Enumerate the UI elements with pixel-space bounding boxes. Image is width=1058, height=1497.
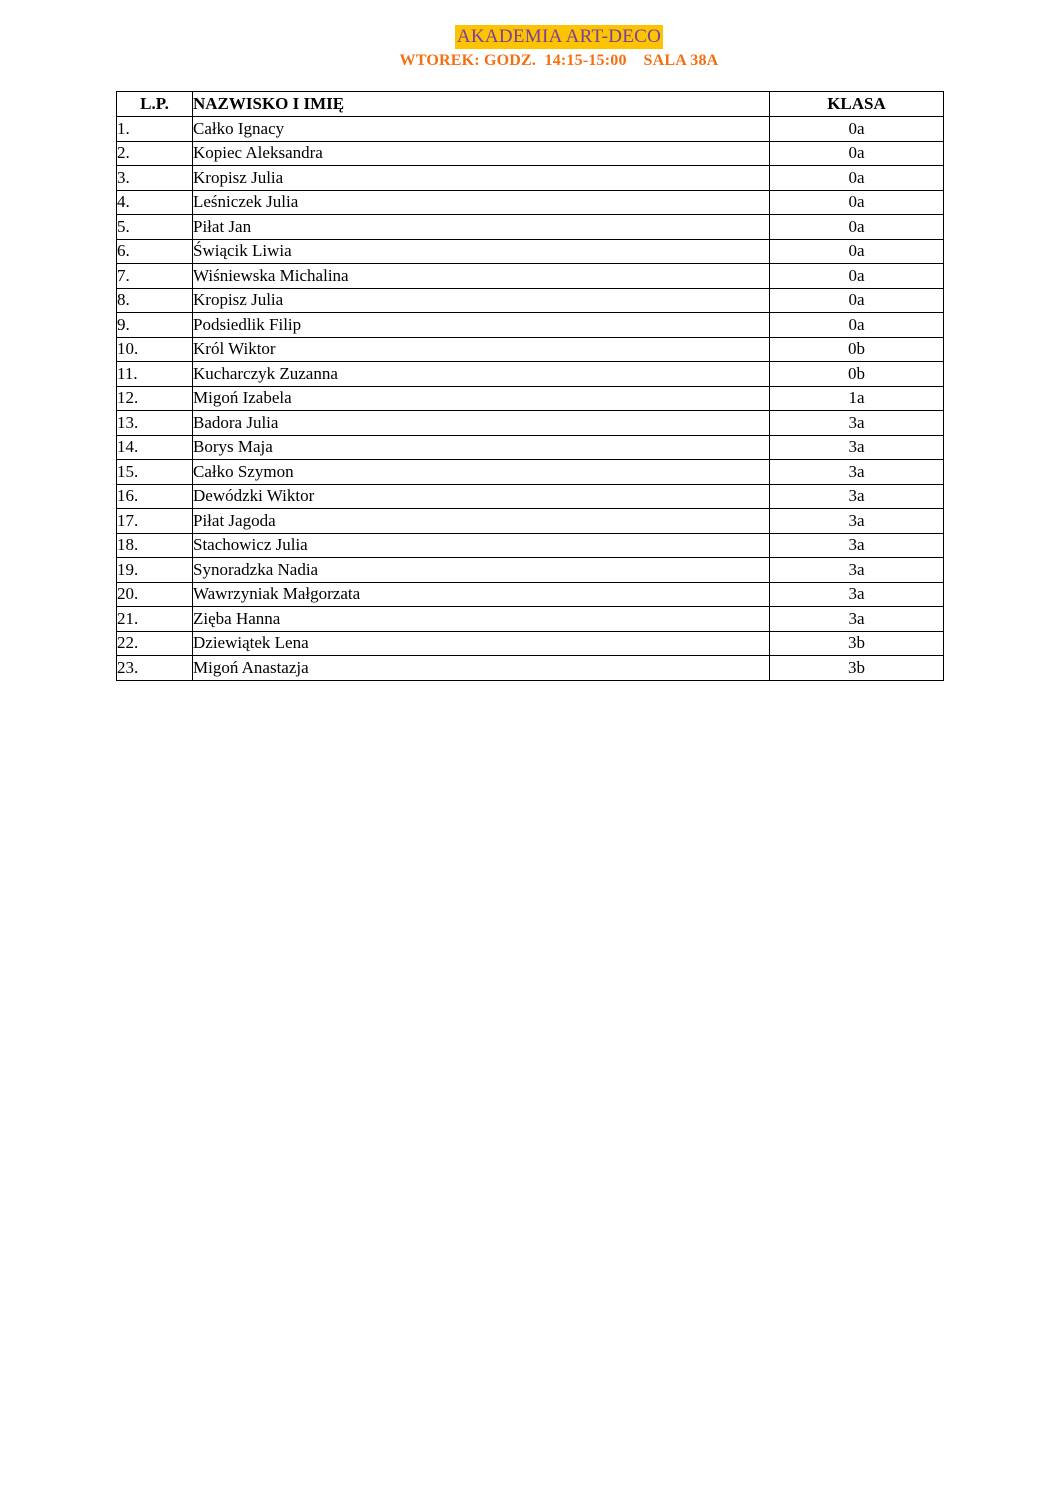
row-number-cell: 8. [117,288,193,313]
class-cell: 3a [770,582,944,607]
student-name-cell: Kopiec Aleksandra [193,141,770,166]
table-row [117,386,944,411]
student-name-cell: Wawrzyniak Małgorzata [193,582,770,607]
student-name-cell: Dewódzki Wiktor [193,484,770,509]
class-cell: 3b [770,631,944,656]
row-number-cell: 9. [117,313,193,338]
row-number-cell: 21. [117,607,193,632]
table-row [117,215,944,240]
row-number-cell: 5. [117,215,193,240]
student-name-cell: Migoń Anastazja [193,656,770,681]
table-row [117,484,944,509]
column-header-klasa: KLASA [770,92,944,117]
student-name-cell: Wiśniewska Michalina [193,264,770,289]
table-row [117,362,944,387]
row-number-cell: 10. [117,337,193,362]
row-number-cell: 3. [117,166,193,191]
table-row [117,166,944,191]
class-cell: 3a [770,558,944,583]
row-number-cell: 20. [117,582,193,607]
row-number-cell: 17. [117,509,193,534]
row-number-cell: 22. [117,631,193,656]
student-name-cell: Podsiedlik Filip [193,313,770,338]
student-name-cell: Migoń Izabela [193,386,770,411]
row-number-cell: 11. [117,362,193,387]
table-row [117,631,944,656]
student-name-cell: Świącik Liwia [193,239,770,264]
class-cell: 3a [770,411,944,436]
student-name-cell: Całko Ignacy [193,117,770,142]
table-row [117,337,944,362]
row-number-cell: 16. [117,484,193,509]
class-cell: 0a [770,215,944,240]
class-cell: 0a [770,166,944,191]
table-row [117,558,944,583]
student-name-cell: Borys Maja [193,435,770,460]
participants-table [116,91,944,681]
row-number-cell: 6. [117,239,193,264]
table-row [117,582,944,607]
row-number-cell: 7. [117,264,193,289]
row-number-cell: 23. [117,656,193,681]
class-cell: 3b [770,656,944,681]
schedule-subtitle: WTOREK: GODZ. 14:15-15:00 SALA 38A [399,52,719,69]
class-cell: 3a [770,607,944,632]
row-number-cell: 19. [117,558,193,583]
student-name-cell: Leśniczek Julia [193,190,770,215]
class-cell: 0a [770,288,944,313]
class-cell: 0a [770,313,944,338]
title-container [0,25,1058,49]
class-cell: 0a [770,190,944,215]
table-row [117,656,944,681]
row-number-cell: 2. [117,141,193,166]
table-header-row [117,92,944,117]
table-row [117,533,944,558]
subtitle-container [0,50,1058,72]
document-title: AKADEMIA ART-DECO [456,26,662,47]
student-name-cell: Król Wiktor [193,337,770,362]
class-cell: 3a [770,509,944,534]
class-cell: 0a [770,239,944,264]
student-name-cell: Dziewiątek Lena [193,631,770,656]
table-row [117,288,944,313]
class-cell: 1a [770,386,944,411]
student-name-cell: Kucharczyk Zuzanna [193,362,770,387]
student-name-cell: Kropisz Julia [193,166,770,191]
table-row [117,190,944,215]
table-row [117,435,944,460]
row-number-cell: 15. [117,460,193,485]
student-name-cell: Piłat Jagoda [193,509,770,534]
class-cell: 0a [770,141,944,166]
row-number-cell: 12. [117,386,193,411]
student-name-cell: Kropisz Julia [193,288,770,313]
class-cell: 3a [770,533,944,558]
table-row [117,117,944,142]
table-row [117,264,944,289]
student-name-cell: Badora Julia [193,411,770,436]
row-number-cell: 13. [117,411,193,436]
student-name-cell: Stachowicz Julia [193,533,770,558]
student-name-cell: Synoradzka Nadia [193,558,770,583]
class-cell: 0b [770,337,944,362]
table-row [117,313,944,338]
student-name-cell: Zięba Hanna [193,607,770,632]
class-cell: 3a [770,460,944,485]
student-name-cell: Całko Szymon [193,460,770,485]
table-row [117,460,944,485]
row-number-cell: 14. [117,435,193,460]
student-name-cell: Piłat Jan [193,215,770,240]
class-cell: 3a [770,435,944,460]
class-cell: 0b [770,362,944,387]
class-cell: 0a [770,264,944,289]
row-number-cell: 4. [117,190,193,215]
class-cell: 0a [770,117,944,142]
row-number-cell: 1. [117,117,193,142]
column-header-name: NAZWISKO I IMIĘ [193,92,770,117]
table-row [117,141,944,166]
row-number-cell: 18. [117,533,193,558]
table-row [117,509,944,534]
class-cell: 3a [770,484,944,509]
table-row [117,411,944,436]
table-row [117,607,944,632]
table-row [117,239,944,264]
column-header-lp: L.P. [117,92,193,117]
